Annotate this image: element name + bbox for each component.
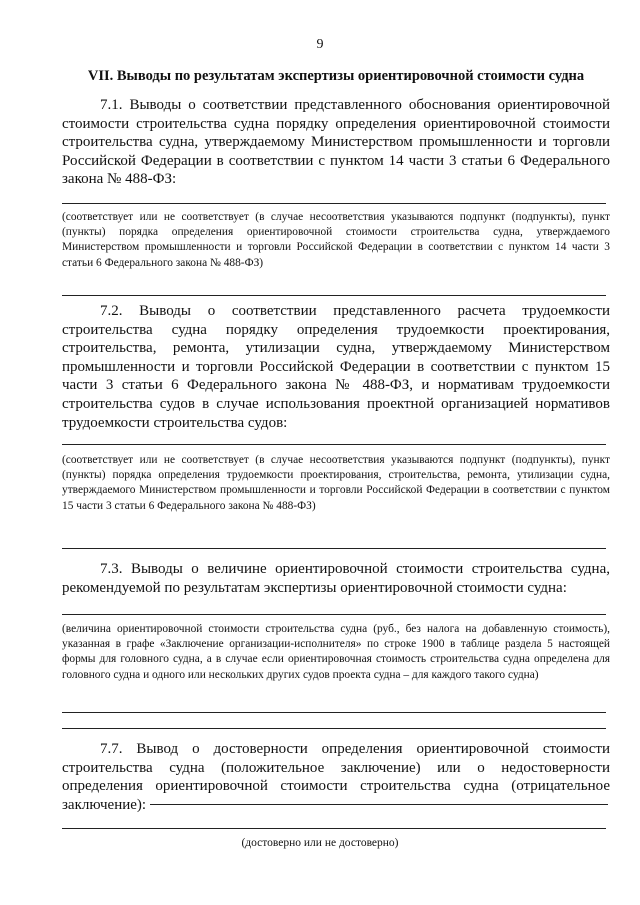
note-7-1: (соответствует или не соответствует (в случае несоответствия указываются подпункт (подпункты), пункт (пункты) порядка определения ориентировочной стоимости строительства судна, утверждаемого Министерством промышленности и торговли Российской Федерации в соответствии с пунктом 14 части 3 статьи 6 Федерального закона № 488-ФЗ)	[62, 211, 610, 269]
answer-line-7-1b	[62, 295, 606, 296]
answer-line-7-2b	[62, 548, 606, 549]
note-7-3: (величина ориентировочной стоимости строительства судна (руб., без налога на добавленную стоимость), указанная в графе «Заключение организации-исполнителя» по строке 1900 в таблице раздела 5 настоящей формы для головного судна, а в случае если ориентировочная стоимость строительства судна определена для головного судна и одного или нескольких других судов проекта судна – для каждого такого судна)	[62, 623, 610, 681]
answer-line-7-3c	[62, 728, 606, 729]
answer-line-7-3	[62, 614, 606, 615]
page-number: 9	[316, 37, 324, 52]
answer-line-7-3b	[62, 712, 606, 713]
paragraph-7-7-text: 7.7. Вывод о достоверности определения ориентировочной стоимости строительства судна (положительное заключение) или о недостоверности определения ориентировочной стоимости строительства судна (отрицательное заключение):	[62, 741, 610, 813]
answer-line-7-1	[62, 203, 606, 204]
answer-line-7-7-inline	[150, 804, 608, 805]
answer-line-7-7	[62, 828, 606, 829]
paragraph-7-1: 7.1. Выводы о соответствии представленного обоснования ориентировочной стоимости строительства судна порядку определения ориентировочной стоимости строительства судна, утверждаемому Министерством промышленности и торговли Российской Федерации в соответствии с пунктом 14 части 3 статьи 6 Федерального закона № 488-ФЗ:	[62, 97, 610, 188]
paragraph-7-3: 7.3. Выводы о величине ориентировочной стоимости строительства судна, рекомендуемой по результатам экспертизы ориентировочной стоимости судна:	[62, 561, 610, 596]
note-7-2: (соответствует или не соответствует (в случае несоответствия указываются подпункт (подпункты), пункт (пункты) порядка определения трудоемкости проектирования, строительства, ремонта, утилизации судна, утверждаемого Министерством промышленности и торговли Российской Федерации в соответствии с пунктом 15 части 3 статьи 6 Федерального закона № 488-ФЗ)	[62, 454, 610, 512]
answer-line-7-2	[62, 444, 606, 445]
section-title: VII. Выводы по результатам экспертизы ориентировочной стоимости судна	[87, 68, 585, 84]
paragraph-7-2: 7.2. Выводы о соответствии представленного расчета трудоемкости строительства судна порядку определения трудоемкости проектирования, строительства, ремонта, утилизации судна, утверждаемому Министерством промышленности и торговли Российской Федерации в соответствии с пунктом 15 части 3 статьи 6 Федерального закона № 488-ФЗ, и нормативам трудоемкости строительства судов в случае использования проектной организацией нормативов трудоемкости строительства судов:	[62, 303, 610, 431]
caption-7-7: (достоверно или не достоверно)	[241, 837, 399, 849]
